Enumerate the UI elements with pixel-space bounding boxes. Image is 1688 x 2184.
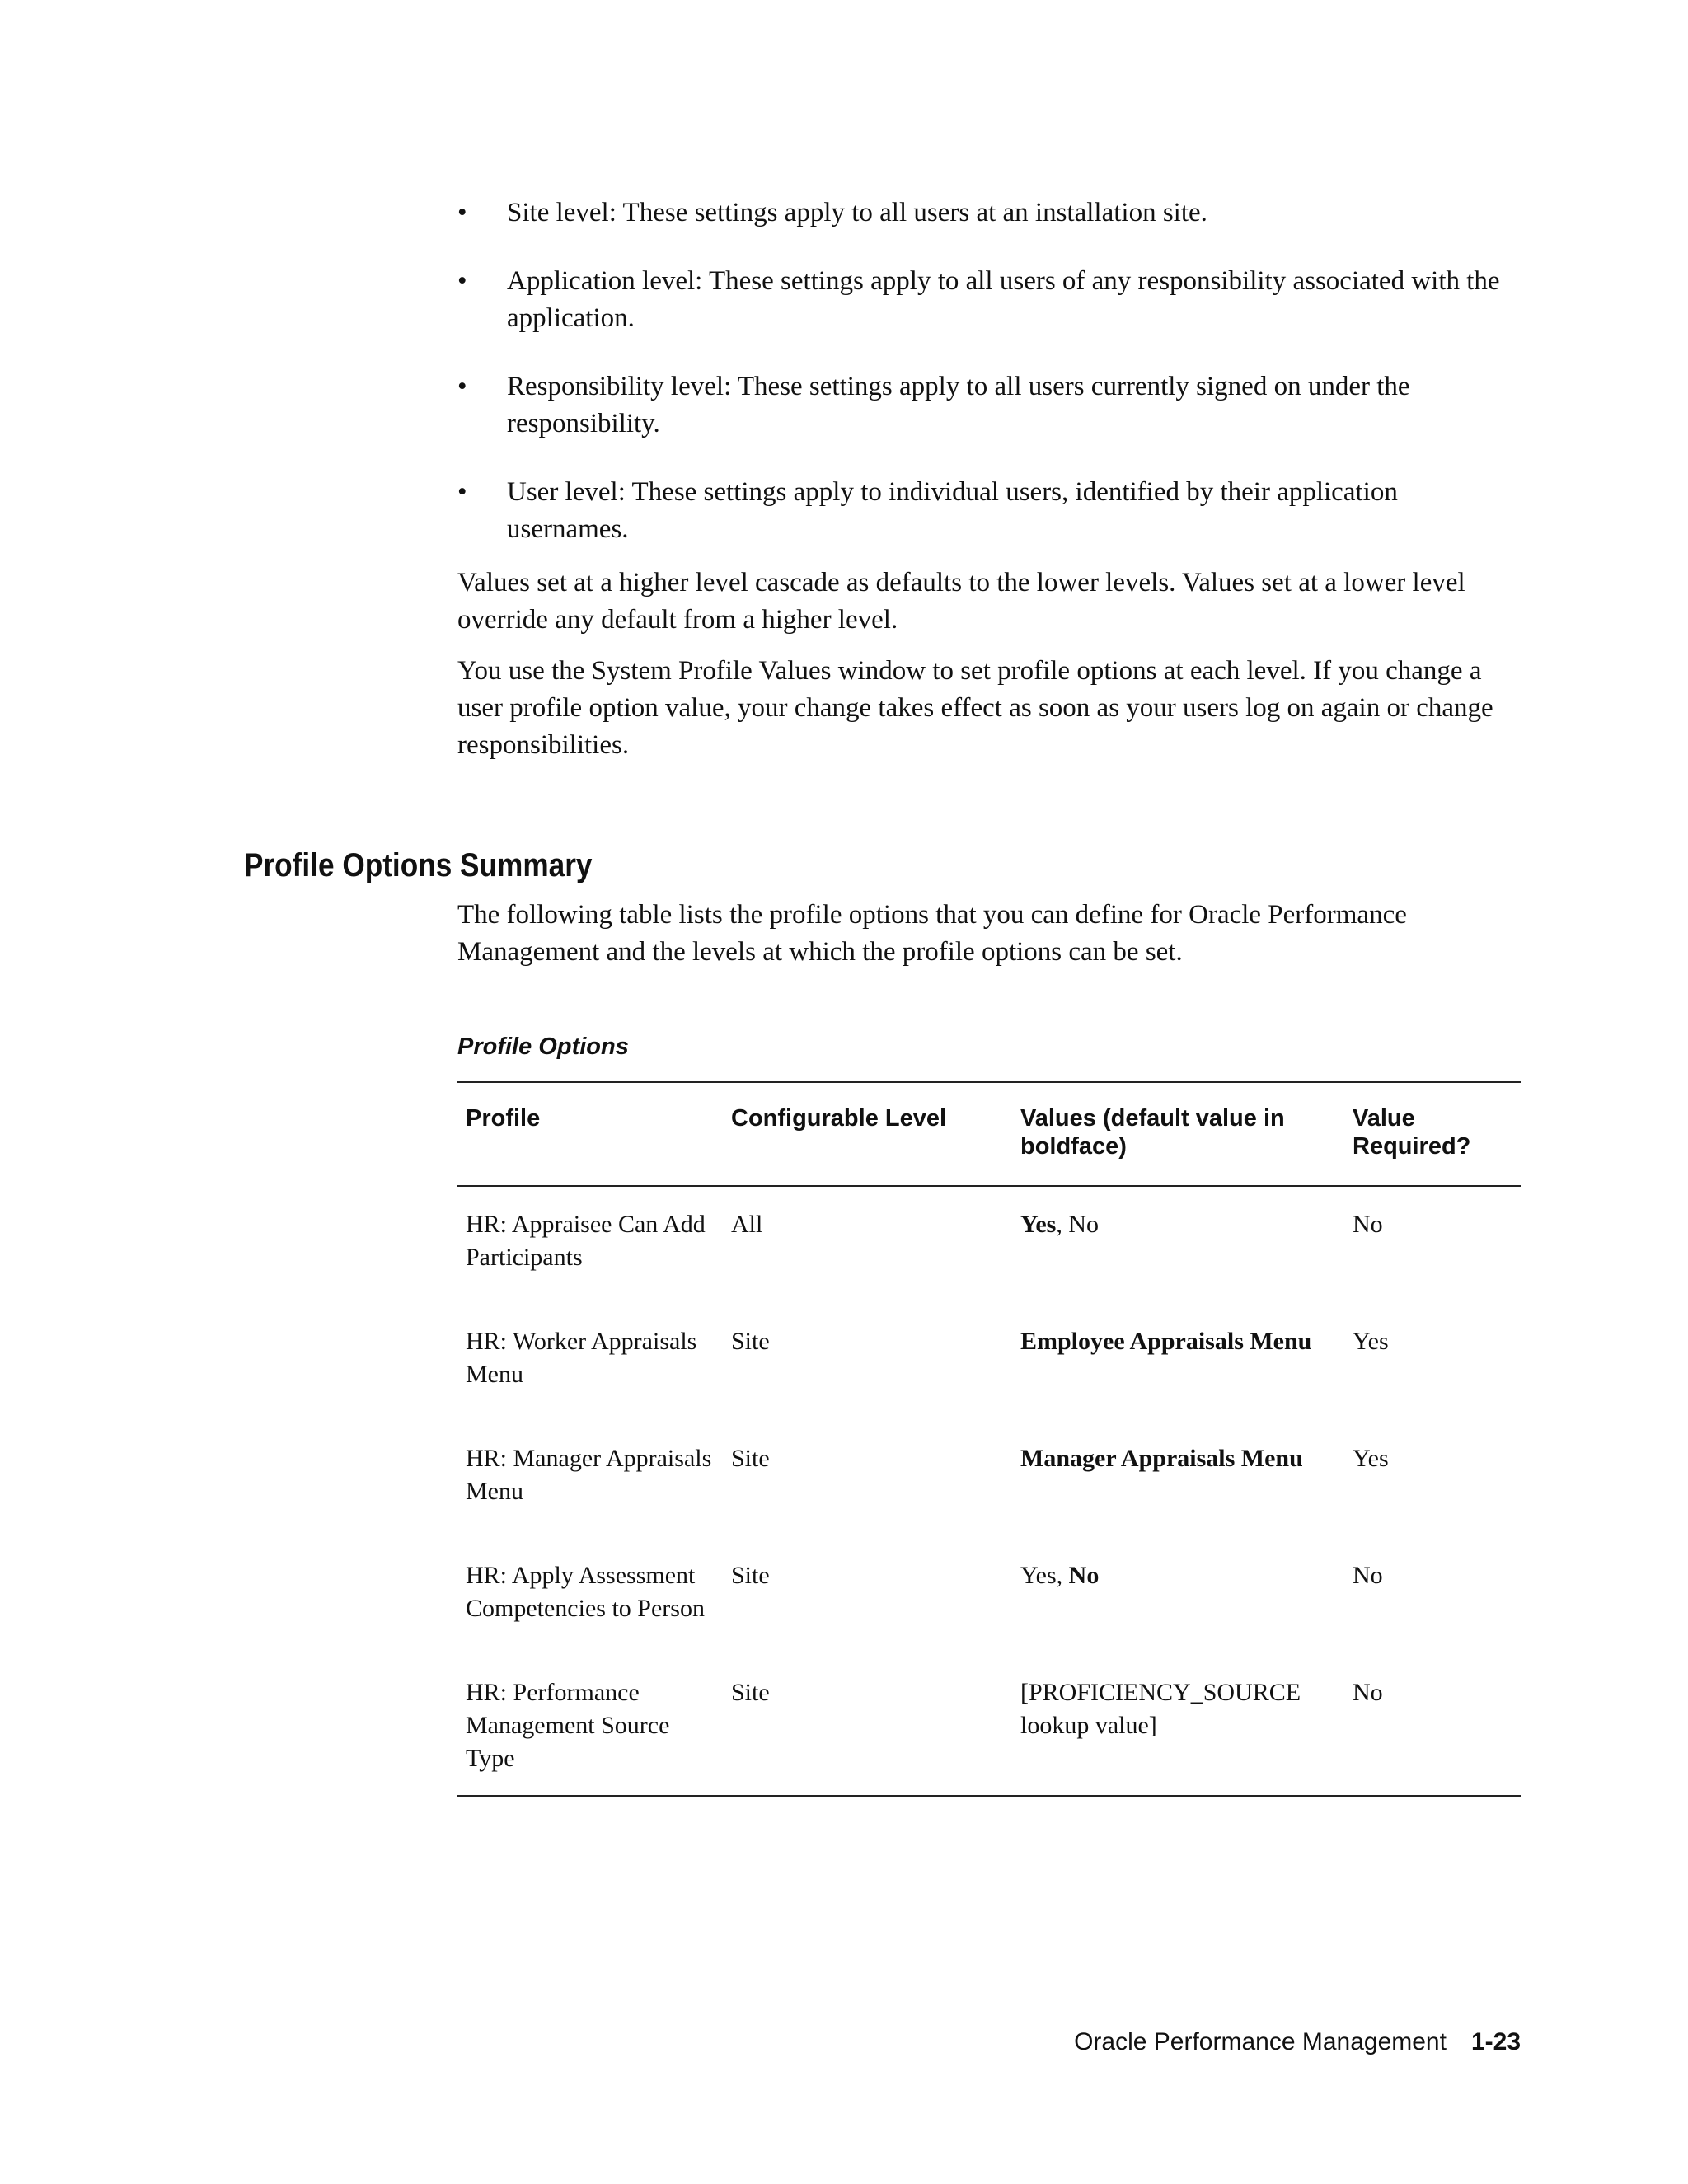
page-number: 1-23	[1470, 2028, 1521, 2055]
default-value: Manager Appraisals Menu	[1020, 1445, 1303, 1472]
table-row	[457, 1658, 1521, 1796]
bullet-icon: •	[457, 266, 467, 296]
cell-configurable-level: Site	[731, 1679, 770, 1706]
column-header-profile: Profile	[466, 1105, 541, 1132]
cell-values	[1012, 1186, 1344, 1307]
cell-value-required: No	[1353, 1562, 1383, 1589]
cell-values	[1012, 1658, 1344, 1796]
cell-profile: HR: Apply Assessment Competencies to Person	[466, 1562, 705, 1622]
system-profile-paragraph: You use the System Profile Values window to set profile options at each level. If you change a user profile option value, your change takes effect as soon as your users log on again or change responsibilities.	[457, 656, 1493, 760]
cell-value-required: No	[1353, 1211, 1383, 1238]
list-item-text: User level: These settings apply to individual users, identified by their application usernames.	[507, 477, 1398, 544]
cell-values	[1012, 1424, 1344, 1541]
cell-configurable-level: Site	[731, 1445, 770, 1472]
cell-value-required: Yes	[1353, 1328, 1389, 1355]
value-text: , No	[1056, 1211, 1100, 1238]
cell-profile: HR: Worker Appraisals Menu	[466, 1328, 697, 1388]
section-intro: The following table lists the profile options that you can define for Oracle Performance Management and the levels at which the profile options can be set.	[457, 900, 1407, 967]
list-item	[457, 474, 1521, 548]
cascade-paragraph: Values set at a higher level cascade as defaults to the lower levels. Values set at a lower level override any default from a higher level.	[457, 568, 1465, 635]
profile-options-table	[457, 1081, 1521, 1797]
cell-value-required: No	[1353, 1679, 1383, 1706]
footer-title: Oracle Performance Management	[1074, 2028, 1447, 2055]
list-item-text: Site level: These settings apply to all users at an installation site.	[507, 198, 1207, 227]
value-text: [PROFICIENCY_SOURCE lookup value]	[1020, 1679, 1301, 1739]
body-content	[457, 194, 1521, 778]
table-row	[457, 1186, 1521, 1307]
cell-configurable-level: All	[731, 1211, 763, 1238]
cell-configurable-level: Site	[731, 1328, 770, 1355]
table-row	[457, 1541, 1521, 1658]
cell-value-required: Yes	[1353, 1445, 1389, 1472]
table-row	[457, 1424, 1521, 1541]
table-body	[457, 1186, 1521, 1796]
default-value: No	[1068, 1562, 1100, 1589]
cell-profile: HR: Performance Management Source Type	[466, 1679, 670, 1772]
value-text: Yes,	[1020, 1562, 1069, 1589]
cell-values	[1012, 1307, 1344, 1424]
bullet-icon: •	[457, 477, 467, 507]
table-row	[457, 1307, 1521, 1424]
list-item-text: Application level: These settings apply to all users of any responsibility associated with the application.	[507, 266, 1500, 333]
cell-values	[1012, 1541, 1344, 1658]
cell-profile: HR: Appraisee Can Add Participants	[466, 1211, 706, 1271]
profile-levels-list	[457, 194, 1521, 548]
list-item	[457, 194, 1521, 232]
page-footer	[1074, 2026, 1521, 2059]
default-value: Yes	[1020, 1211, 1057, 1238]
table-header-row	[457, 1082, 1521, 1186]
list-item	[457, 263, 1521, 337]
section-heading: Profile Options Summary	[244, 847, 593, 883]
table-caption: Profile Options	[457, 1033, 629, 1060]
list-item-text: Responsibility level: These settings apply to all users currently signed on under the responsibility.	[507, 372, 1410, 438]
list-item	[457, 368, 1521, 443]
column-header-value-required: Value Required?	[1353, 1105, 1471, 1160]
default-value: Employee Appraisals Menu	[1020, 1328, 1312, 1355]
column-header-values: Values (default value in boldface)	[1020, 1105, 1285, 1160]
bullet-icon: •	[457, 372, 467, 401]
bullet-icon: •	[457, 198, 467, 227]
column-header-configurable-level: Configurable Level	[731, 1105, 947, 1132]
cell-profile: HR: Manager Appraisals Menu	[466, 1445, 712, 1505]
cell-configurable-level: Site	[731, 1562, 770, 1589]
